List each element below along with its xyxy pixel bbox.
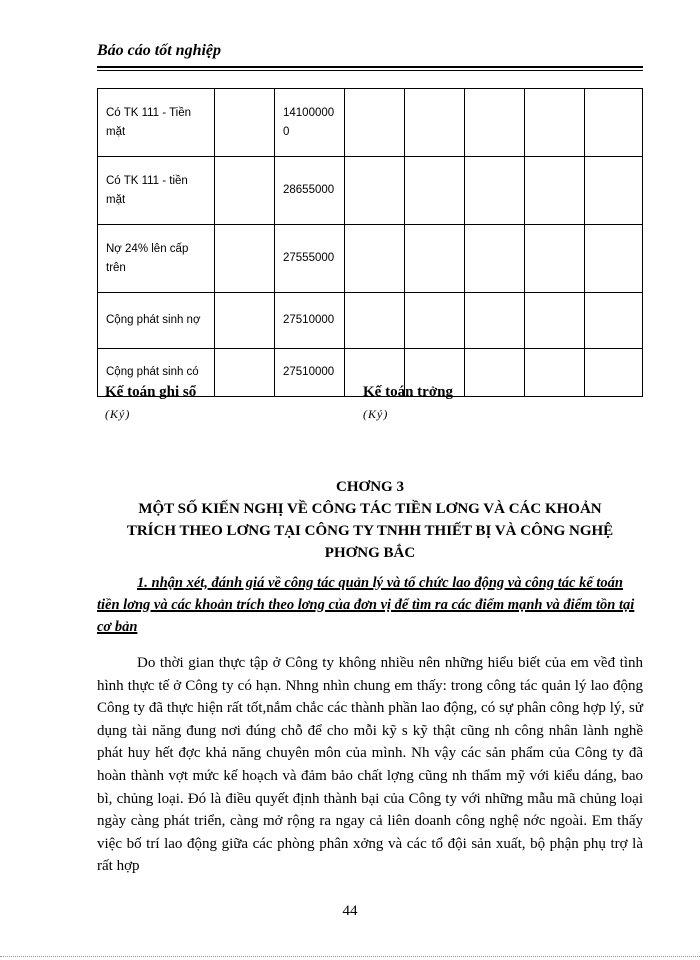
chapter-title-line-1: MỘT SỐ KIẾN NGHỊ VỀ CÔNG TÁC TIỀN LƠNG VÀ CÁC KHOẢN <box>138 501 602 517</box>
chapter-title-line-3: PHƠNG BẮC <box>324 545 416 561</box>
body-paragraph: Do thời gian thực tập ở Công ty không nhiều nên những hiểu biết của em vềđ tình hình thực tế ở Công ty có hạn. Nhng nhìn chung em thấy: trong công tác quản lý lao động Công ty đã thực hiện rất tốt,nắm chắc các thành phần lao động, có sự phân công hợp lý, sử dụng tài năng đung nơi đúng chỗ để cho mỗi kỹ s kỹ thật cũng nh công nhân lành nghề phát huy hết đợc khả năng chuyên môn của mình. Nh vậy các sản phẩm của Công ty đã hoàn thành vợt mức kế hoạch và đảm bảo chất lợng cũng nh thẩm mỹ với kiểu dáng, bao bì, chủng loại. Đó là điều quyết định thành bại của Công ty với những mẫu mã chủng loại ngày càng phát triển, càng mở rộng ra ngay cả liên doanh công nghệ nớc ngoài. Em thấy việc bố trí lao động giữa các phòng phân xởng và các tổ đội sản xuất, bộ phận phụ trợ là rất hợp <box>97 655 643 875</box>
chapter-number: CHƠNG 3 <box>336 479 404 495</box>
row-label: Nợ 24% lên cấp trên <box>98 225 215 293</box>
signature-title: Kế toán trởng <box>363 384 453 400</box>
ledger-table <box>97 88 643 397</box>
row-value: 141000000 <box>275 89 345 157</box>
header-rule <box>97 66 643 68</box>
row-label: Có TK 111 - tiền mặt <box>98 157 215 225</box>
section-heading-text: 1. nhận xét, đánh giá về công tác quản lý và tổ chức lao động và công tác kế toán tiền lơng và các khoản trích theo lơng của đơn vị để tìm ra các điểm mạnh và điểm tồn tại cơ bản <box>97 575 635 635</box>
row-label: Cộng phát sinh nợ <box>98 293 215 349</box>
page-number: 44 <box>342 903 358 919</box>
row-value: 27510000 <box>275 349 345 397</box>
section-heading <box>97 572 643 638</box>
table-row <box>98 225 643 293</box>
header-rule-thin <box>97 70 643 71</box>
chapter-title-line-2: TRÍCH THEO LƠNG TẠI CÔNG TY TNHH THIẾT BỊ VÀ CÔNG NGHỆ <box>126 523 614 539</box>
table-row <box>98 293 643 349</box>
row-value: 27555000 <box>275 225 345 293</box>
signature-title: Kế toán ghi sổ <box>105 384 197 400</box>
row-value: 28655000 <box>275 157 345 225</box>
signature-note: (Ký) <box>105 407 131 421</box>
row-label: Cộng phát sinh có <box>98 349 215 397</box>
row-label: Có TK 111 - Tiền mặt <box>98 89 215 157</box>
signature-note: (Ký) <box>363 407 389 421</box>
signature-accountant-recorder <box>105 384 196 422</box>
table-row <box>98 89 643 157</box>
row-value: 27510000 <box>275 293 345 349</box>
page-header-title: Báo cáo tốt nghiệp <box>97 42 222 59</box>
page-bottom-rule <box>0 956 700 957</box>
signature-chief-accountant <box>363 384 453 422</box>
table-row <box>98 157 643 225</box>
